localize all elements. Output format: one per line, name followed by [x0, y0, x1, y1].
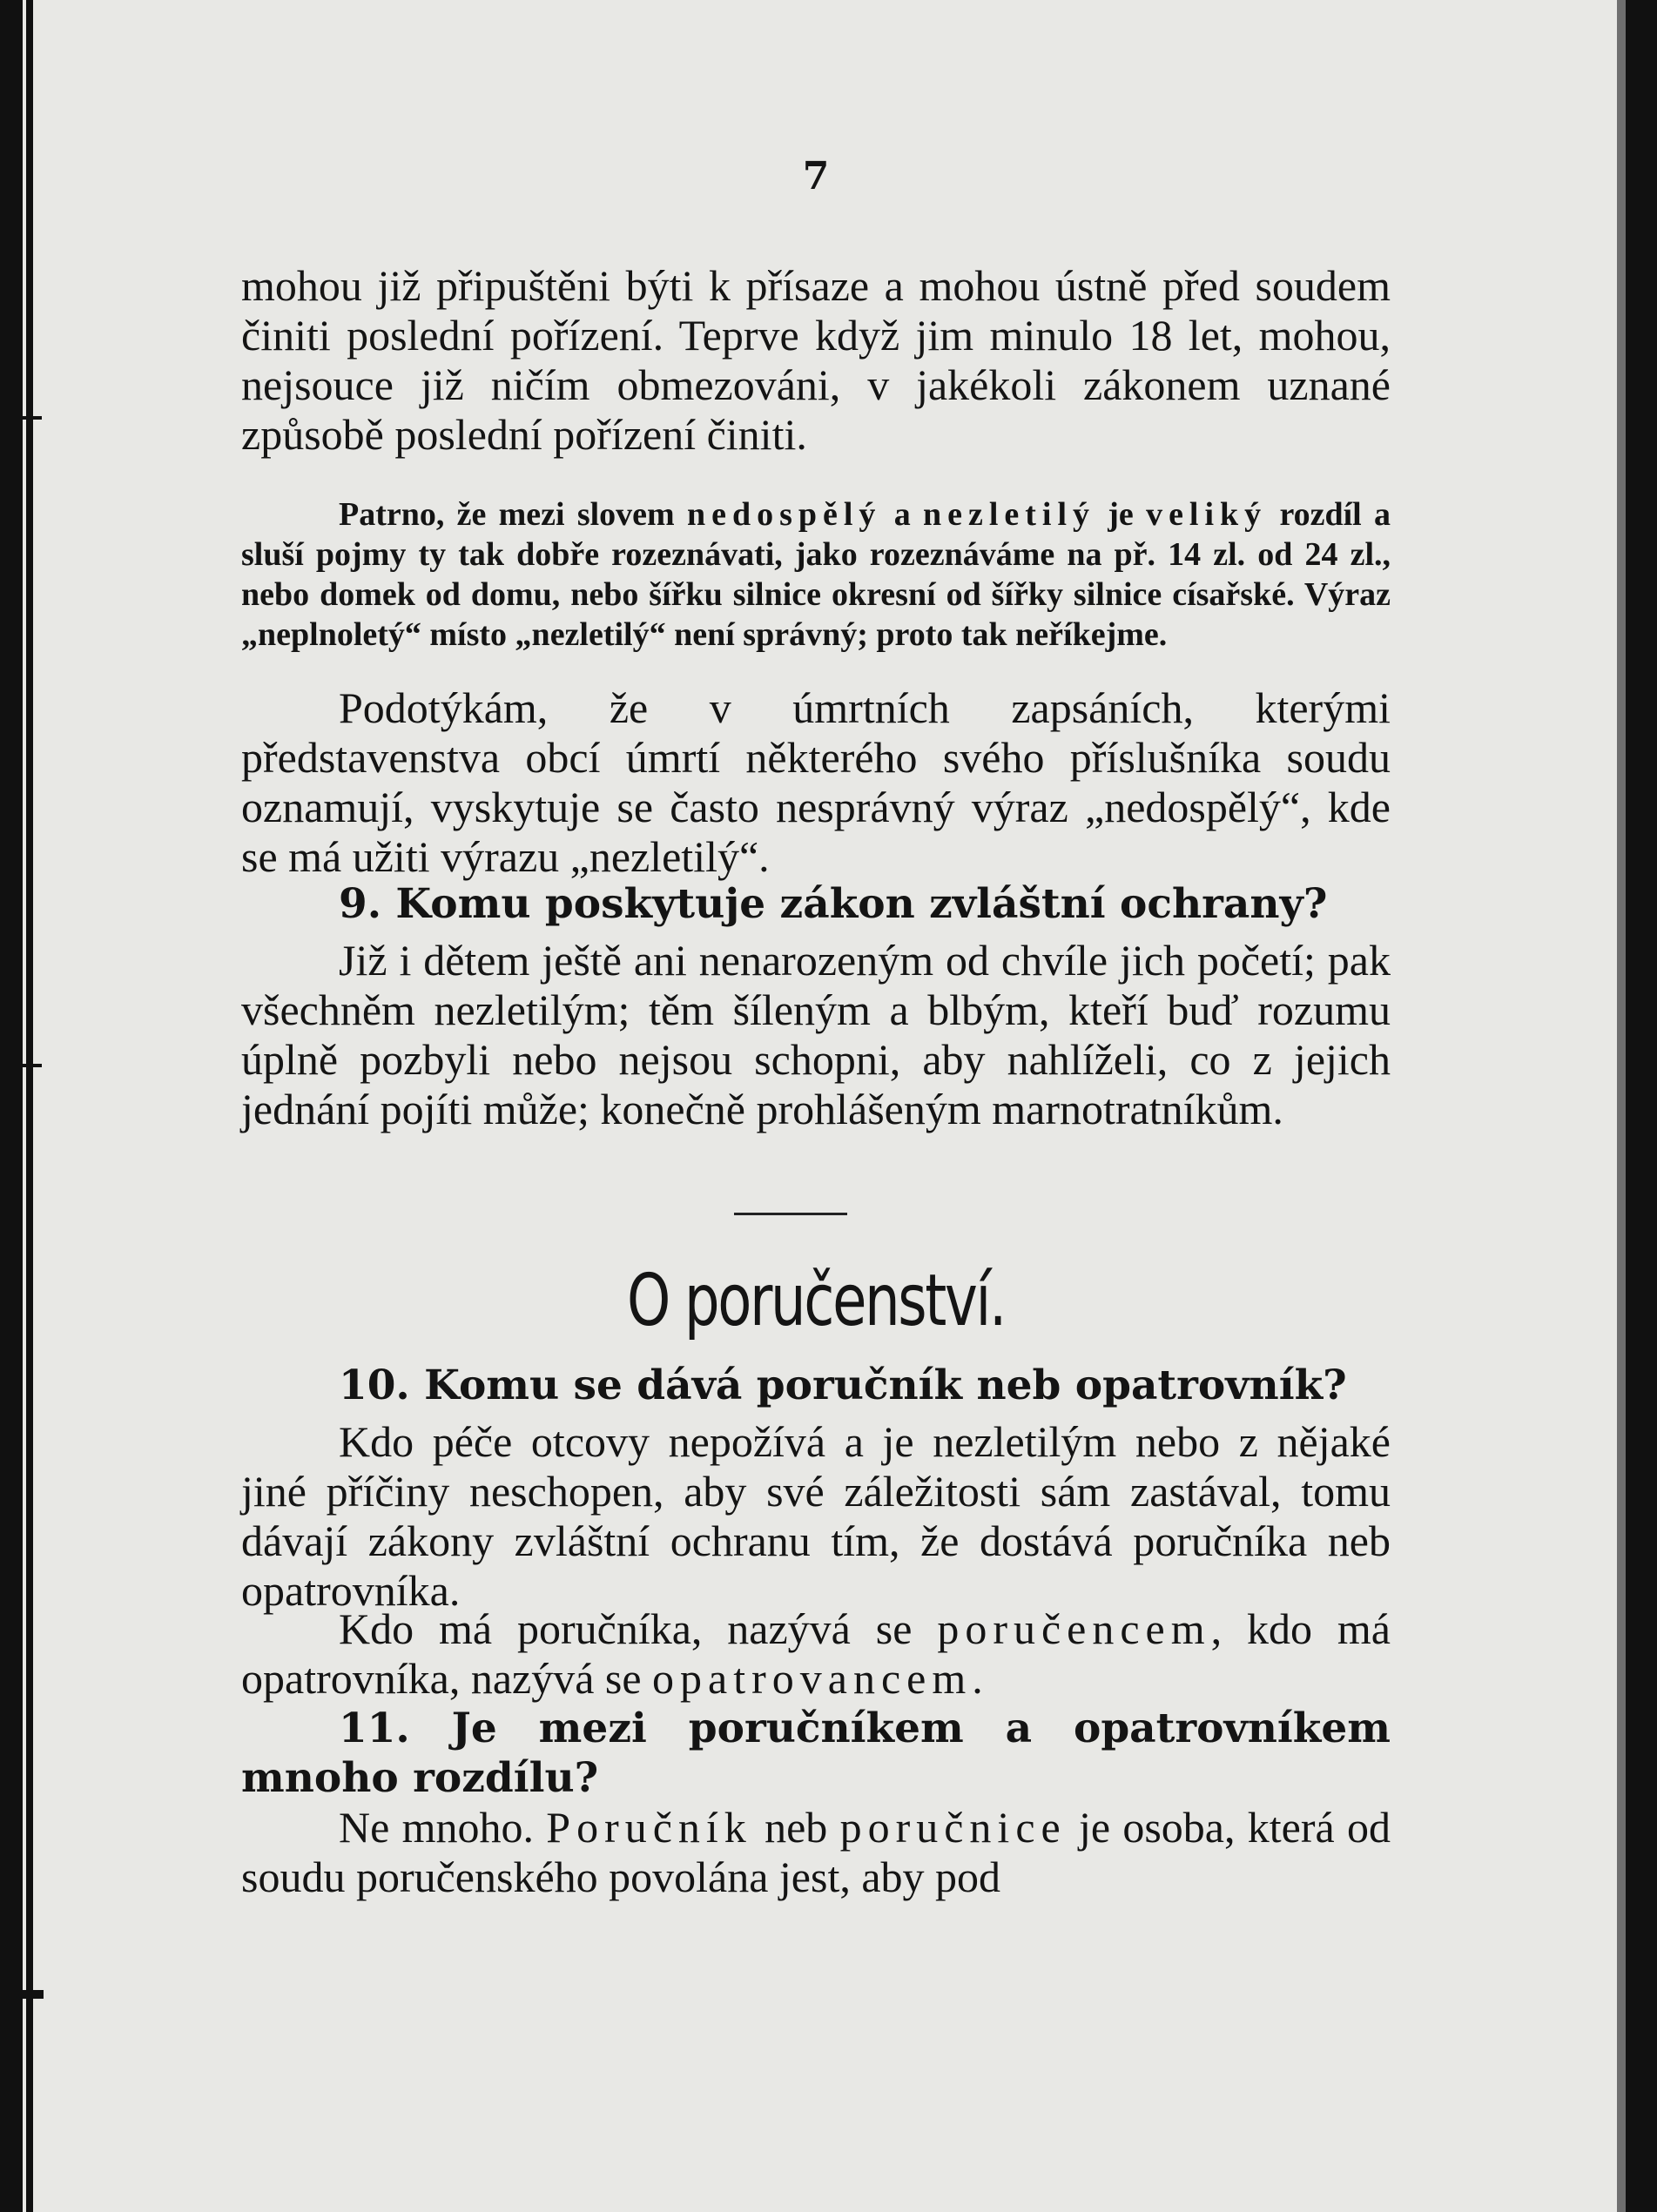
paragraph-2: Podotýkám, že v úmrtních zapsáních, kterými představenstva obcí úmrtí některého svého příslušníka soudu oznamují, vyskytuje se často nesprávný výraz „nedospělý“, kde se má užiti výrazu „nezletilý“.: [241, 683, 1391, 881]
note-text-b: a: [881, 496, 923, 533]
p3-term-opatrovancem: opatrovancem: [652, 1654, 973, 1703]
section-divider: [734, 1213, 847, 1215]
question-9-heading: 9. Komu poskytuje zákon zvláštní ochrany?: [339, 880, 1328, 928]
note-paragraph: [241, 494, 1391, 655]
question-11-block: [241, 1704, 1391, 1803]
question-9-block: [241, 879, 1391, 929]
paragraph-1-block: [241, 261, 1391, 460]
paragraph-2-block: [241, 683, 1391, 882]
margin-mark: [16, 1064, 42, 1067]
question-10-block: [241, 1361, 1391, 1410]
a11-text-b: neb: [751, 1803, 840, 1852]
answer-11: [241, 1803, 1391, 1902]
paragraph-3-block: [241, 1604, 1391, 1704]
p3-text-c: .: [972, 1654, 983, 1703]
question-11-heading: 11. Je mezi poručníkem a opatrovníkem mnoho rozdílu?: [241, 1704, 1391, 1802]
note-block: [241, 494, 1391, 655]
p3-term-poručencem: poručencem: [937, 1604, 1211, 1653]
a11-text-c: je osoba, která od soudu poručenského povolána jest, aby pod: [241, 1803, 1391, 1901]
note-term-veliky: veliký: [1146, 496, 1268, 533]
a11-term-poručník: Poručník: [546, 1803, 752, 1852]
margin-mark: [16, 1990, 44, 1999]
margin-mark: [16, 416, 42, 420]
answer-9-block: [241, 936, 1391, 1134]
paragraph-3: [241, 1604, 1391, 1704]
answer-10-block: [241, 1417, 1391, 1616]
note-text-a: Patrno, že mezi slovem: [339, 496, 687, 533]
note-term-nedospely: nedospělý: [686, 496, 882, 533]
note-term-nezletily: nezletilý: [922, 496, 1096, 533]
note-text-c: je: [1095, 496, 1147, 533]
paragraph-1: mohou již připuštěni býti k přísaze a mohou ústně před soudem činiti poslední pořízení. Teprve když jim minulo 18 let, mohou, nejsouce již ničím obmezováni, v jakékoli zákonem uznané způsobě poslední pořízení činiti.: [241, 261, 1391, 459]
question-10-heading: 10. Komu se dává poručník neb opatrovník?: [339, 1361, 1347, 1409]
page-number: 7: [802, 154, 830, 198]
a11-text-a: Ne mnoho.: [339, 1803, 547, 1852]
p3-text-a: Kdo má poručníka, nazývá se: [339, 1604, 938, 1653]
scan-right-shadow: [1617, 0, 1626, 2212]
note-text-d: rozdíl a sluší pojmy ty tak dobře rozeznávati, jako rozeznáváme na př. 14 zl. od 24 zl., nebo domek od domu, nebo šířku silnice okresní od šířky silnice císařské. Výraz „neplnoletý“ místo „nezletilý“ není správný; proto tak neříkejme.: [241, 496, 1391, 653]
scan-left-border: [0, 0, 33, 2212]
answer-11-block: [241, 1803, 1391, 1902]
answer-9: Již i dětem ještě ani nenarozeným od chvíle jich početí; pak všechněm nezletilým; těm šíleným a blbým, kteří buď rozumu úplně pozbyli nebo nejsou schopni, aby nahlíželi, co z jejich jednání pojíti může; konečně prohlášeným marnotratníkům.: [241, 936, 1391, 1133]
scan-right-border: [1626, 0, 1657, 2212]
answer-10: Kdo péče otcovy nepožívá a je nezletilým nebo z nějaké jiné příčiny neschopen, aby své záležitosti sám zastával, tomu dávají zákony zvláštní ochranu tím, že dostává poručníka neb opatrovníka.: [241, 1417, 1391, 1615]
section-title: O poručenství.: [627, 1260, 1005, 1342]
p3-text-b: , kdo má opatrovníka, nazývá se: [241, 1604, 1391, 1703]
scan-left-rule: [23, 0, 26, 2212]
a11-term-poručnice: poručnice: [839, 1803, 1067, 1852]
